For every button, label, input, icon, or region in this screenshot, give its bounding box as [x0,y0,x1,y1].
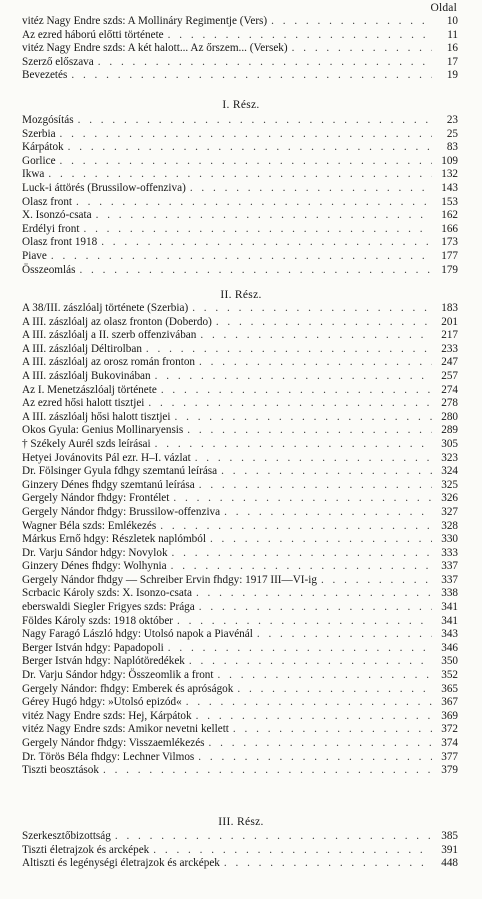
dot-leader [198,751,432,765]
toc-entry [22,370,458,384]
toc-entry-title: Az ezred hősi halott tisztjei [22,397,145,410]
dot-leader [221,465,432,479]
toc-entry [22,506,458,520]
toc-entry [22,438,458,452]
toc-entry-page-number: 327 [441,505,458,518]
toc-entry [22,601,458,615]
toc-entry [22,615,458,629]
section-heading-part-2: II. Rész. [220,289,262,301]
toc-entry [22,397,458,411]
toc-entry-title: vitéz Nagy Endre szds: A két halott... Az őrszem... (Versek) [22,42,288,55]
toc-entry-title: Márkus Ernő hdgy: Részletek naplómból [22,533,206,546]
toc-entry-title: Okos Gyula: Genius Mollinaryensis [22,424,184,437]
toc-entry-title: A III. zászlóalj az olasz fronton (Doberdo) [22,315,212,328]
toc-entry-page-number: 350 [441,655,458,668]
dot-leader [187,424,432,438]
toc-entry [22,209,458,223]
toc-entry [22,737,458,751]
toc-entry-title: Berger István hdgy: Naplótöredékek [22,655,185,668]
dot-leader [271,15,432,29]
dot-leader [79,264,432,278]
toc-entry-title: Hetyei Jovánovits Pál ezr. H–I. vázlat [22,451,191,464]
toc-entry-page-number: 337 [441,573,458,586]
toc-entry-page-number: 162 [441,209,458,222]
toc-entry-title: Olasz front [22,195,73,208]
dot-leader [209,737,432,751]
toc-entry [22,329,458,343]
toc-entry-title: Gérey Hugó hdgy: »Utolsó epizód« [22,696,182,709]
toc-entry [22,141,458,155]
dot-leader [233,723,432,737]
toc-entry [22,236,458,250]
toc-entry [22,56,458,70]
toc-entry [22,492,458,506]
toc-entry [22,723,458,737]
toc-entry-title: Mozgósítás [22,114,74,126]
toc-entry-page-number: 23 [446,114,458,126]
toc-entry-page-number: 83 [446,141,458,154]
toc-entry-title: vitéz Nagy Endre szds: A Mollináry Regimentje (Vers) [22,15,268,27]
toc-entry-page-number: 132 [441,168,458,181]
dot-leader [257,628,432,642]
toc-entry [22,15,458,29]
toc-entry-title: Tiszti életrajzok és arcképek [22,843,150,856]
toc-entry-title: A 38/III. zászlóalj története (Szerbia) [22,302,189,314]
toc-entry [22,250,458,264]
toc-entry-title: Összeomlás [22,263,76,276]
dot-leader [146,343,432,357]
toc-entry-page-number: 153 [441,195,458,208]
toc-entry-page-number: 17 [446,55,458,68]
dot-leader [199,601,432,615]
toc-entry-title: A III. zászlóalj Déltirolban [22,342,142,355]
toc-entry-page-number: 328 [441,519,458,532]
toc-entry [22,533,458,547]
toc-entry-title: X. Isonzó-csata [22,209,92,222]
toc-entry-page-number: 337 [441,560,458,573]
toc-entry-title: Bevezetés [22,69,68,82]
toc-entry [22,844,458,858]
toc-entry [22,465,458,479]
dot-leader [60,128,432,142]
toc-entry-title: Olasz front 1918 [22,236,98,249]
toc-entry-page-number: 143 [441,181,458,194]
toc-entry-page-number: 201 [441,315,458,328]
toc-entry-page-number: 341 [441,614,458,627]
dot-leader [321,574,432,588]
toc-entry [22,587,458,601]
toc-entry-page-number: 16 [446,42,458,55]
toc-entry [22,42,458,56]
dot-leader [68,141,432,155]
toc-entry [22,655,458,669]
dot-leader [199,356,432,370]
dot-leader [103,764,432,778]
toc-entry-page-number: 352 [441,669,458,682]
dot-leader [175,411,432,425]
toc-entry-title: Gergely Nándor: fhdgy: Emberek és apróságok [22,682,234,695]
toc-entry-page-number: 25 [446,127,458,140]
toc-entry-page-number: 274 [441,383,458,396]
toc-entry-page-number: 377 [441,750,458,763]
toc-entry [22,628,458,642]
dot-leader [210,533,432,547]
dot-leader [195,452,432,466]
toc-entry-title: Erdélyi front [22,222,80,235]
toc-entry-page-number: 10 [446,15,458,27]
toc-entry-title: Gergely Nándor fhdgy — Schreiber Ervin fhdgy: 1917 III—VI-ig [22,573,317,586]
toc-entry-title: Földes Károly szds: 1918 október [22,614,174,627]
dot-leader [199,479,432,493]
dot-leader [171,560,432,574]
dot-leader [196,587,432,601]
dot-leader [60,155,432,169]
dot-leader [155,370,432,384]
toc-entry [22,182,458,196]
dot-leader [115,830,432,844]
toc-entry-title: Szerbia [22,127,56,140]
toc-entry [22,223,458,237]
dot-leader [196,710,432,724]
toc-entry-title: Scrbacic Károly szds: X. Isonzo-csata [22,587,192,600]
toc-entry-page-number: 289 [441,424,458,437]
toc-entry-title: A III. zászlóalj az orosz román fronton [22,356,196,369]
dot-leader [216,316,432,330]
toc-entry [22,710,458,724]
dot-leader [48,168,432,182]
dot-leader [168,642,432,656]
toc-entry [22,751,458,765]
toc-entry-page-number: 183 [441,302,458,314]
toc-entry [22,764,458,778]
toc-entry-title: Gorlice [22,154,56,167]
toc-entry [22,343,458,357]
toc-entry [22,574,458,588]
toc-entry-title: Tiszti beosztások [22,764,99,777]
page-column-header: Oldal [430,2,457,14]
toc-entry-page-number: 305 [441,437,458,450]
toc-entry-title: Dr. Varju Sándor hdgy: Összeomlik a front [22,669,214,682]
toc-entry [22,302,458,316]
dot-leader [172,547,432,561]
dot-leader [218,669,432,683]
toc-entry-title: Wagner Béla szds: Emlékezés [22,519,157,532]
dot-leader [155,438,432,452]
toc-entry [22,452,458,466]
toc-entry-page-number: 247 [441,356,458,369]
dot-leader [190,182,432,196]
toc-entry-title: Berger István hdgy: Papadopoli [22,641,164,654]
toc-entry-page-number: 278 [441,397,458,410]
toc-entry-page-number: 257 [441,369,458,382]
toc-entry-title: Ginzery Dénes fhdgy: Wolhynia [22,560,167,573]
dot-leader [51,250,432,264]
toc-entry-title: Nagy Faragó László hdgy: Utolsó napok a Piavénál [22,628,253,641]
section-heading-part-1: I. Rész. [222,99,260,111]
toc-entry-title: eberswaldi Siegler Frigyes szds: Prága [22,601,195,614]
toc-entry-page-number: 217 [441,329,458,342]
toc-entry-title: Ikwa [22,168,45,181]
toc-entry [22,128,458,142]
toc-entry-title: vitéz Nagy Endre szds: Hej, Kárpátok [22,709,192,722]
toc-entry [22,857,458,871]
toc-entry [22,424,458,438]
dot-leader [224,857,432,871]
toc-entry-title: A III. zászlóalj hősi halott tisztjei [22,410,171,423]
toc-entry-title: Kárpátok [22,141,64,154]
toc-entry [22,547,458,561]
toc-entry-page-number: 343 [441,628,458,641]
toc-entry-page-number: 324 [441,465,458,478]
toc-entry [22,830,458,844]
dot-leader [189,655,432,669]
toc-entry [22,669,458,683]
toc-entry-title: Gergely Nándor fhdgy: Visszaemlékezés [22,737,205,749]
toc-entry-page-number: 179 [441,263,458,276]
toc-entry [22,642,458,656]
toc-entry-page-number: 367 [441,696,458,709]
toc-entry-page-number: 177 [441,249,458,262]
dot-leader [161,384,432,398]
toc-entry-page-number: 379 [441,764,458,777]
toc-entry-page-number: 11 [447,28,458,41]
dot-leader [224,506,432,520]
toc-entry-page-number: 369 [441,709,458,722]
toc-entry [22,69,458,83]
toc-group-part-3 [22,830,458,871]
toc-group-part-1 [22,114,458,277]
dot-leader [153,844,432,858]
toc-entry-page-number: 19 [446,69,458,82]
toc-entry-page-number: 280 [441,410,458,423]
toc-entry-title: Altiszti és legénységi életrajzok és arcképek [22,857,220,870]
toc-entry-title: Dr. Fölsinger Gyula fdhgy szemtanú leírása [22,465,218,478]
toc-entry-title: Dr. Törös Béla fhdgy: Lechner Vilmos [22,750,195,763]
toc-entry-page-number: 109 [441,154,458,167]
toc-entry-title: † Székely Aurél szds leírásai [22,437,151,450]
dot-leader [200,329,432,343]
toc-entry-title: Szerző előszava [22,55,94,68]
dot-leader [292,42,432,56]
dot-leader [76,196,432,210]
dot-leader [192,302,432,316]
toc-entry-title: Az ezred háború előtti története [22,28,164,41]
toc-entry-title: A III. zászlóalj Bukovinában [22,369,151,382]
dot-leader [160,520,432,534]
dot-leader [83,223,432,237]
dot-leader [148,397,432,411]
toc-group-part-2 [22,302,458,778]
toc-entry-page-number: 385 [441,830,458,842]
dot-leader [168,29,432,43]
dot-leader [96,209,432,223]
toc-entry-title: Dr. Varju Sándor hdgy: Novylok [22,546,168,559]
dot-leader [177,615,432,629]
toc-entry-page-number: 330 [441,533,458,546]
toc-entry [22,479,458,493]
dot-leader [78,114,432,128]
toc-entry-title: vitéz Nagy Endre szds: Amikor nevetni kellett [22,723,229,736]
toc-entry-page-number: 233 [441,342,458,355]
toc-entry [22,520,458,534]
dot-leader [186,696,432,710]
toc-entry [22,114,458,128]
toc-entry-page-number: 365 [441,682,458,695]
toc-entry-page-number: 391 [441,843,458,856]
toc-entry [22,29,458,43]
dot-leader [173,492,432,506]
toc-entry [22,356,458,370]
toc-entry-page-number: 341 [441,601,458,614]
toc-entry-page-number: 325 [441,478,458,491]
toc-entry-page-number: 338 [441,587,458,600]
dot-leader [71,69,432,83]
toc-entry [22,196,458,210]
toc-entry-page-number: 166 [441,222,458,235]
toc-entry-page-number: 323 [441,451,458,464]
toc-entry-title: Az I. Menetzászlóalj története [22,383,157,396]
toc-entry-page-number: 374 [441,737,458,749]
toc-entry-page-number: 448 [441,857,458,870]
dot-leader [98,56,432,70]
toc-entry [22,411,458,425]
toc-entry-page-number: 173 [441,236,458,249]
toc-entry [22,316,458,330]
toc-entry-title: A III. zászlóalj a II. szerb offenzivában [22,329,197,342]
toc-entry-title: Gergely Nándor fhdgy: Frontélet [22,492,170,505]
toc-entry [22,560,458,574]
toc-entry-title: Ginzery Dénes fhdgy szemtanú leírása [22,478,195,491]
toc-entry-title: Szerkesztőbizottság [22,830,111,842]
dot-leader [101,236,432,250]
toc-group-front-matter [22,15,458,83]
toc-entry-page-number: 372 [441,723,458,736]
toc-entry [22,683,458,697]
toc-entry-title: Luck-i áttörés (Brussilow-offenziva) [22,181,186,194]
dot-leader [237,683,432,697]
toc-entry-page-number: 333 [441,546,458,559]
toc-entry [22,696,458,710]
toc-entry [22,155,458,169]
toc-entry-page-number: 346 [441,641,458,654]
toc-entry-title: Gergely Nándor fhdgy: Brussilow-offenziva [22,505,221,518]
section-heading-part-3: III. Rész. [218,816,264,828]
toc-entry [22,384,458,398]
toc-entry-page-number: 326 [441,492,458,505]
toc-entry [22,168,458,182]
toc-entry-title: Piave [22,249,47,262]
toc-entry [22,264,458,278]
